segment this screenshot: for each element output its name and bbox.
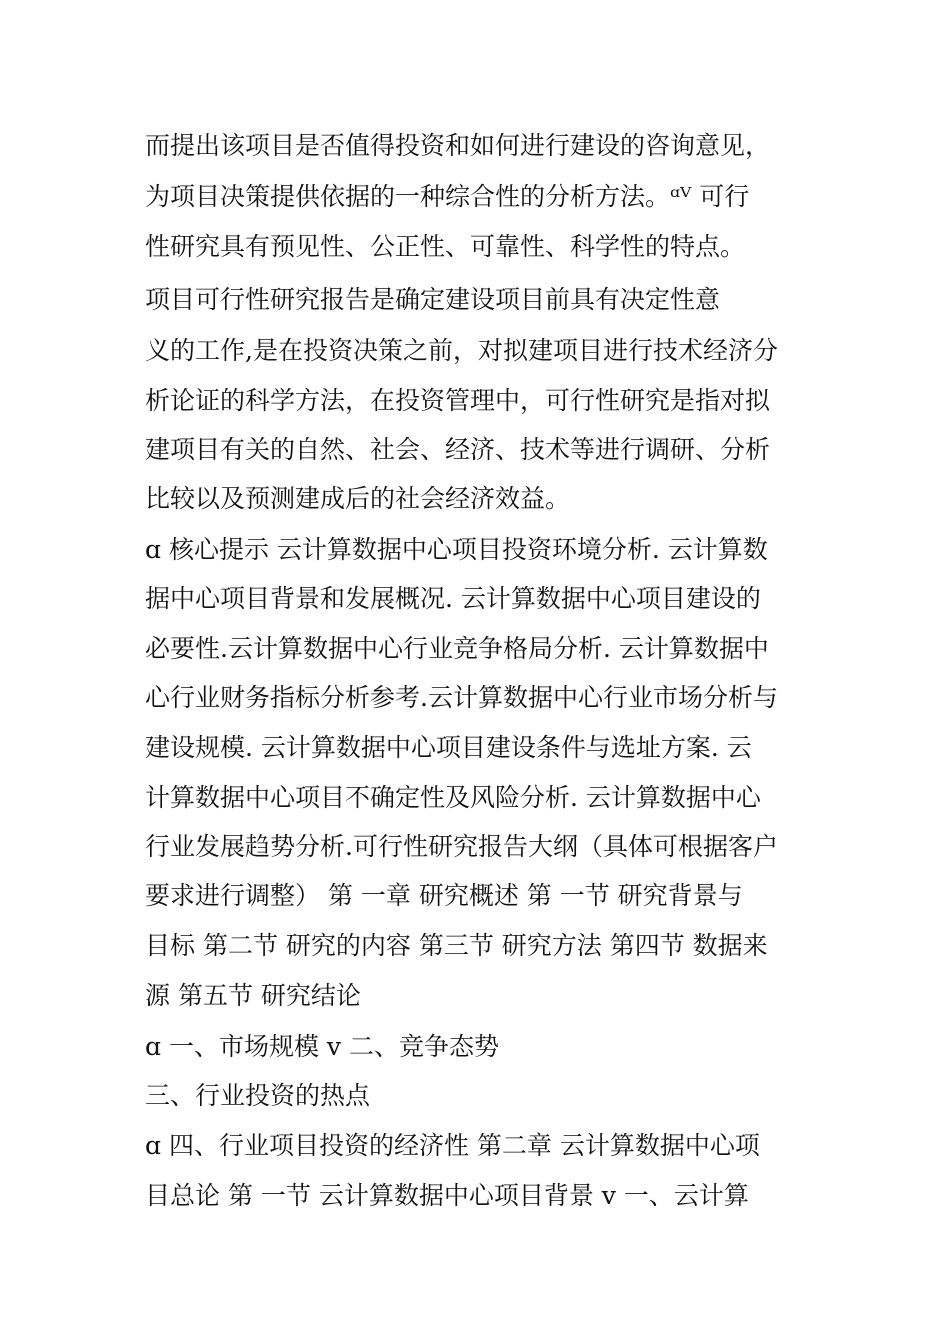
text-line-11: 必要性.云计算数据中心行业竞争格局分析. 云计算数据中 (145, 634, 769, 663)
text-line-13: 建设规模. 云计算数据中心项目建设条件与选址方案. 云 (145, 733, 752, 762)
text-line-19: ɑ 一、市场规模 ᴠ 二、竞争态势 (145, 1032, 499, 1061)
text-line-4: 项目可行性研究报告是确定建设项目前具有决定性意 (145, 285, 721, 314)
text-line-16: 要求进行调整） 第 一章 研究概述 第 一节 研究背景与 (145, 881, 743, 910)
text-line-15: 行业发展趋势分析.可行性研究报告大纲（具体可根据客户 (145, 832, 778, 861)
text-line-12: 心行业财务指标分析参考.云计算数据中心行业市场分析与 (145, 683, 778, 712)
text-line-17: 目标 第二节 研究的内容 第三节 研究方法 第四节 数据来 (145, 931, 768, 960)
text-line-21: ɑ 四、行业项目投资的经济性 第二章 云计算数据中心项 (145, 1131, 760, 1160)
text-line-10: 据中心项目背景和发展概况. 云计算数据中心项目建设的 (145, 584, 761, 613)
text-line-3: 性研究具有预见性、公正性、可靠性、科学性的特点。 (145, 232, 746, 261)
text-line-6: 析论证的科学方法，在投资管理中，可行性研究是指对拟 (145, 386, 771, 415)
text-line-14: 计算数据中心项目不确定性及风险分析. 云计算数据中心 (145, 783, 761, 812)
text-line-5: 义的工作,是在投资决策之前，对拟建项目进行技术经济分 (145, 336, 778, 365)
text-line-7: 建项目有关的自然、社会、经济、技术等进行调研、分析 (145, 435, 771, 464)
text-line-22: 目总论 第 一节 云计算数据中心项目背景 ᴠ 一、云计算 (145, 1181, 749, 1210)
text-line-8: 比较以及预测建成后的社会经济效益。 (145, 484, 571, 513)
text-line-9: ɑ 核心提示 云计算数据中心项目投资环境分析. 云计算数 (145, 535, 768, 564)
text-line-1: 而提出该项目是否值得投资和如何进行建设的咨询意见， (145, 131, 771, 160)
text-line-20: 三、行业投资的热点 (145, 1081, 371, 1110)
text-line-2: 为项目决策提供依据的一种综合性的分析方法。ᵅⱽ 可行 (145, 182, 750, 211)
text-line-18: 源 第五节 研究结论 (145, 981, 361, 1010)
